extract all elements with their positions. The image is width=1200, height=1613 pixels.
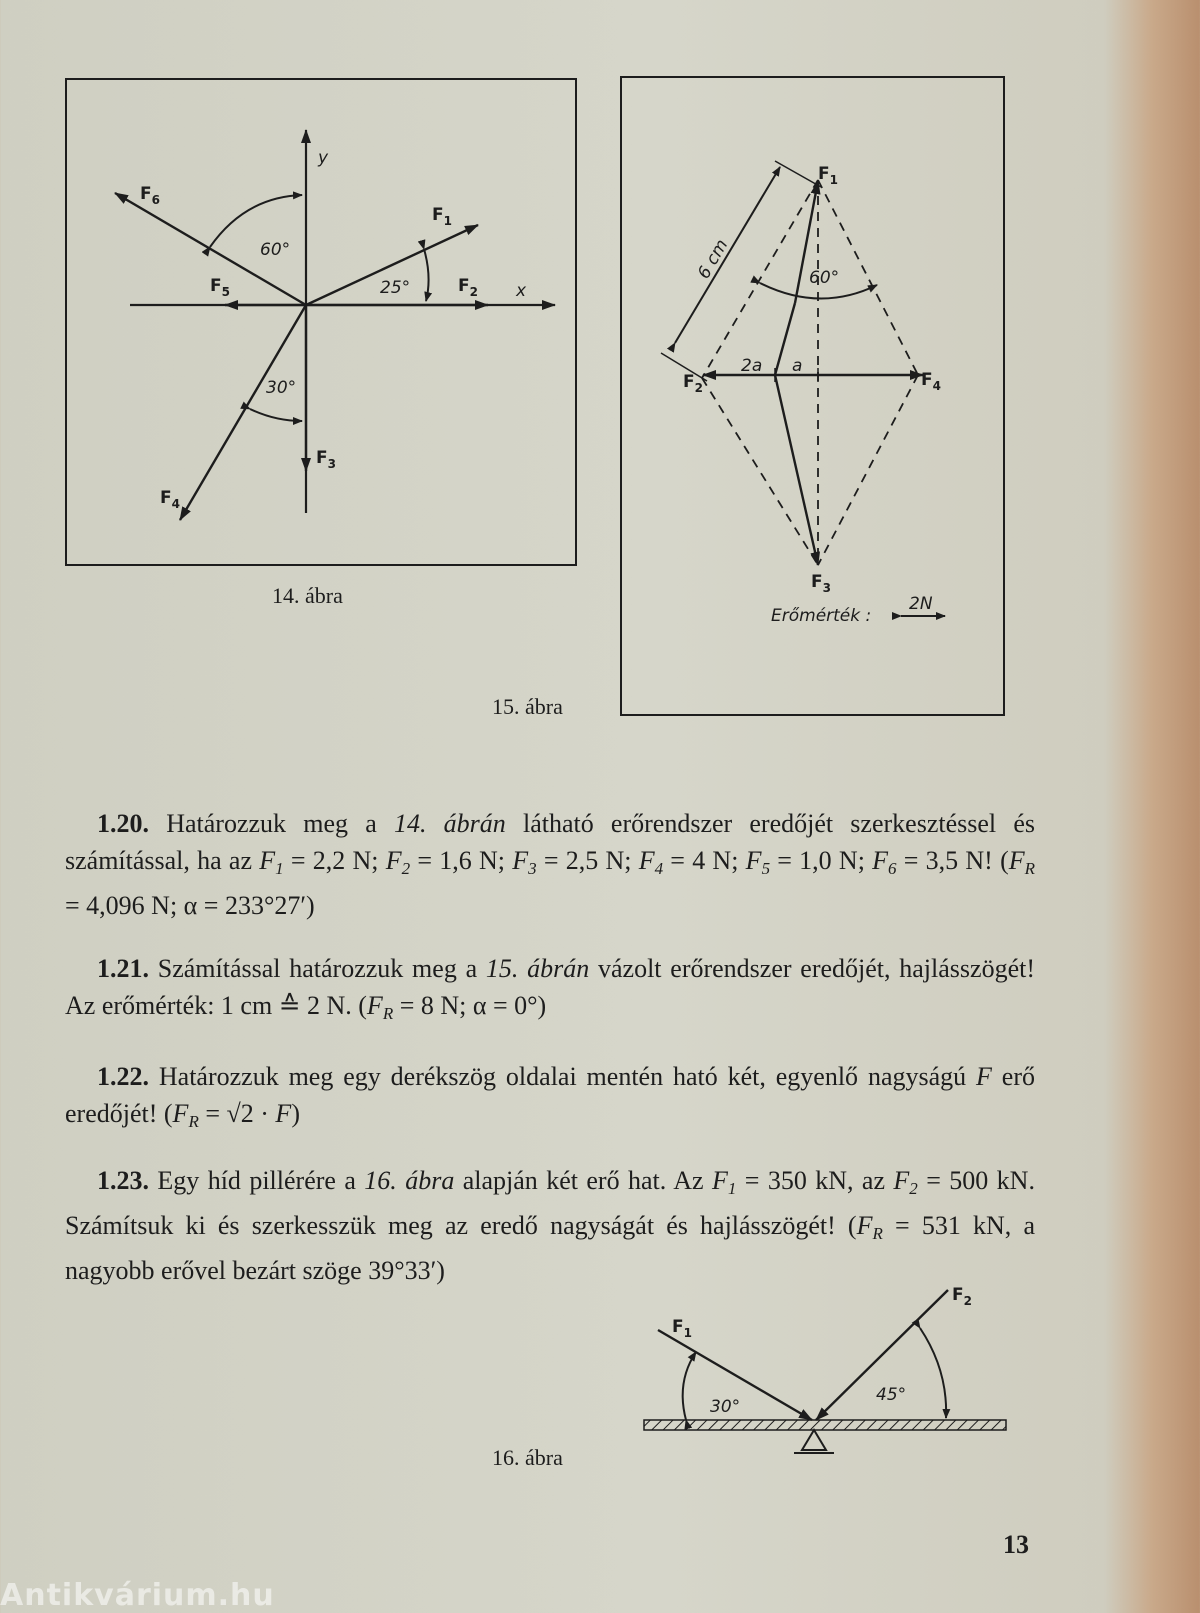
label-f2: $F_2$	[683, 372, 703, 395]
force-f4-arrow	[180, 305, 306, 520]
force-f3-arrow	[775, 375, 818, 565]
label-f1: $F_1$	[818, 164, 838, 187]
problem-1-21: 1.21. Számítással határozzuk meg a 15. ábrán vázolt erőrendszer eredőjét, hajlásszögét! Az erőmérték: 1 cm ≙ 2 N. ($F_R = 8$ N; α = 0°)	[65, 954, 1035, 1023]
label-f1: $F_1$	[672, 1317, 692, 1340]
angle-arc-45	[920, 1328, 946, 1418]
figure-15	[615, 75, 1010, 725]
figure-16	[630, 1270, 1030, 1485]
problem-1-23: 1.23. Egy híd pillérére a 16. ábra alapján két erő hat. Az $F_1 = 350$ kN, az $F_2 = 500$ kN. Számítsuk ki és szerkesszük meg az eredő nagyságát és hajlásszögét! ($F_R = 531$ kN, a nagyobb erővel bezárt szöge 39°33′)	[65, 1166, 1035, 1285]
scale-value: 2N	[909, 594, 933, 614]
angle-arc-30	[250, 409, 302, 421]
problem-1-22: 1.22. Határozzuk meg egy derékszög oldalai mentén ható két, egyenlő nagyságú F erő eredőjét! $(F_R = √2 \cdot F)$	[65, 1062, 1036, 1131]
label-f6: $F_6$	[140, 184, 160, 207]
label-angle-25: 25°	[380, 278, 411, 298]
label-length: 6 cm	[694, 236, 733, 283]
figure-16-caption: 16. ábra	[492, 1445, 563, 1470]
label-f2: $F_2$	[952, 1285, 972, 1308]
scale-label: Erőmérték :	[771, 606, 872, 626]
label-angle-30: 30°	[266, 378, 297, 398]
label-angle-30: 30°	[710, 1397, 741, 1417]
label-a: a	[792, 356, 803, 376]
angle-arc-25	[424, 249, 429, 301]
figure-15-caption: 15. ábra	[492, 694, 563, 719]
label-f5: $F_5$	[210, 276, 230, 299]
figure-14	[60, 75, 600, 595]
pier-support	[802, 1430, 826, 1450]
figure-14-caption: 14. ábra	[272, 583, 343, 608]
label-angle-60: 60°	[809, 268, 840, 288]
dimension-line	[675, 167, 780, 343]
label-2a: 2a	[741, 356, 763, 376]
label-angle-45: 45°	[876, 1385, 907, 1405]
label-f3: $F_3$	[811, 572, 831, 595]
watermark: Antikvárium.hu	[0, 1578, 275, 1613]
bridge-beam	[644, 1420, 1006, 1430]
label-f1: $F_1$	[432, 205, 452, 228]
angle-arc-30	[683, 1352, 696, 1420]
label-angle-60: 60°	[260, 240, 291, 260]
label-f2: $F_2$	[458, 276, 478, 299]
label-x: x	[516, 281, 527, 301]
label-f4: $F_4$	[160, 488, 180, 511]
label-y: y	[318, 148, 329, 168]
problem-1-20: 1.20. Határozzuk meg a 14. ábrán látható erőrendszer eredőjét szerkesztéssel és számítással, ha az $F_1 = 2,2$ N; $F_2 = 1,6$ N; $F_3 = 2,5$ N; $F_4 = 4$ N; $F_5 = 1,0$ N; $F_6 = 3,5$ N! ($F_R = 4,096$ N; α = 233°27′)	[65, 809, 1036, 920]
label-f4: $F_4$	[921, 370, 941, 393]
page-number: 13	[1003, 1530, 1029, 1559]
label-f3: $F_3$	[316, 448, 336, 471]
